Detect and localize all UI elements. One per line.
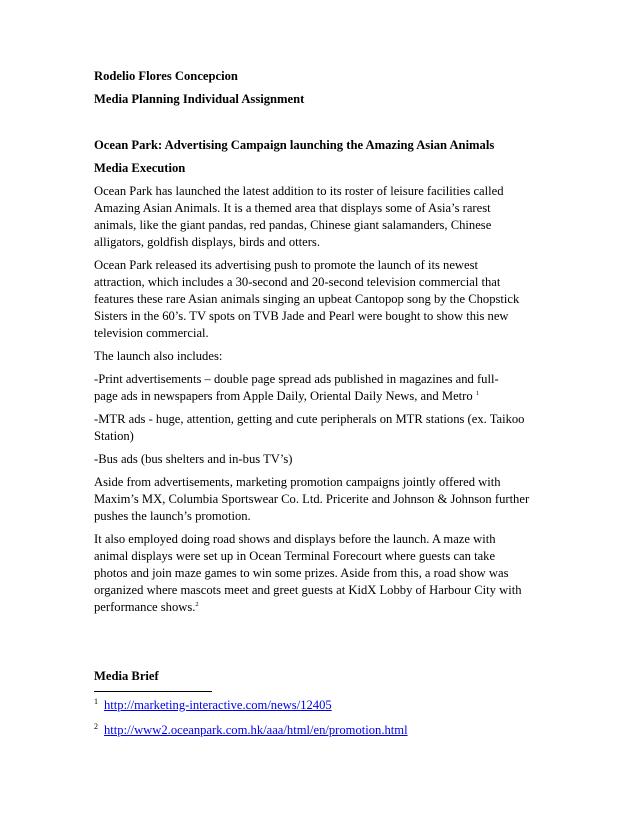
paragraph-line: television commercial. <box>94 326 209 340</box>
assignment-title: Media Planning Individual Assignment <box>94 92 305 106</box>
paragraph-intro <box>94 183 550 251</box>
paragraph-line: animals, like the giant pandas, red pandas, Chinese giant salamanders, Chinese <box>94 218 492 232</box>
footnote-ref-2[interactable]: 2 <box>195 600 199 608</box>
footnote-1 <box>94 697 550 714</box>
footnote-link-1[interactable]: http://marketing-interactive.com/news/12405 <box>104 698 332 712</box>
paragraph-launch-includes: The launch also includes: <box>94 349 223 363</box>
paragraph-text: performance shows. <box>94 600 196 614</box>
paragraph-line: -Print advertisements – double page spread ads published in magazines and full- <box>94 372 499 386</box>
footnote-2 <box>94 722 550 739</box>
paragraph-line: Ocean Park has launched the latest addition to its roster of leisure facilities called <box>94 184 504 198</box>
author-name: Rodelio Flores Concepcion <box>94 69 238 83</box>
paragraph-line: organized where mascots meet and greet guests at KidX Lobby of Harbour City with <box>94 583 522 597</box>
footnote-ref-1[interactable]: 1 <box>475 389 480 397</box>
paragraph-line: Sisters in the 60’s. TV spots on TVB Jade and Pearl were bought to show this new <box>94 309 509 323</box>
paragraph-line: Maxim’s MX, Columbia Sportswear Co. Ltd. Pricerite and Johnson & Johnson further <box>94 492 530 506</box>
paragraph-text: page ads in newspapers from Apple Daily, Oriental Daily News, and Metro <box>94 389 473 403</box>
paragraph-line: animal displays were set up in Ocean Terminal Forecourt where guests can take <box>94 549 496 563</box>
paragraph-line: Station) <box>94 429 134 443</box>
paragraph-line: pushes the launch’s promotion. <box>94 509 251 523</box>
paragraph-line: Amazing Asian Animals. It is a themed area that displays some of Asia’s rarest <box>94 201 491 215</box>
paragraph-print-ads <box>94 371 550 405</box>
paragraph-line: attraction, which includes a 30-second and 20-second television commercial that <box>94 275 501 289</box>
paragraph-line: photos and join maze games to win some prizes. Aside from this, a road show was <box>94 566 509 580</box>
paragraph-mtr-ads <box>94 411 550 445</box>
media-brief-heading: Media Brief <box>94 669 159 683</box>
document-body <box>94 68 550 739</box>
paragraph-bus-ads: -Bus ads (bus shelters and in-bus TV’s) <box>94 452 293 466</box>
paragraph-advertising <box>94 257 550 342</box>
media-execution-heading: Media Execution <box>94 161 186 175</box>
paragraph-line: Ocean Park released its advertising push to promote the launch of its newest <box>94 258 479 272</box>
footnote-link-2[interactable]: http://www2.oceanpark.com.hk/aaa/html/en/promotion.html <box>104 723 408 737</box>
paragraph-promotions <box>94 474 550 525</box>
paragraph-line: features these rare Asian animals singing an upbeat Cantopop song by the Chopstick <box>94 292 520 306</box>
footnote-mark: 1 <box>94 696 98 706</box>
paragraph-line <box>94 599 550 616</box>
paragraph-line: -MTR ads - huge, attention, getting and cute peripherals on MTR stations (ex. Taikoo <box>94 412 525 426</box>
paragraph-road-shows <box>94 531 550 616</box>
article-title: Ocean Park: Advertising Campaign launching the Amazing Asian Animals <box>94 138 495 152</box>
paragraph-line: alligators, goldfish displays, birds and otters. <box>94 235 320 249</box>
paragraph-line <box>94 388 550 405</box>
paragraph-line: Aside from advertisements, marketing promotion campaigns jointly offered with <box>94 475 501 489</box>
footnote-mark: 2 <box>94 721 98 731</box>
paragraph-line: It also employed doing road shows and displays before the launch. A maze with <box>94 532 496 546</box>
